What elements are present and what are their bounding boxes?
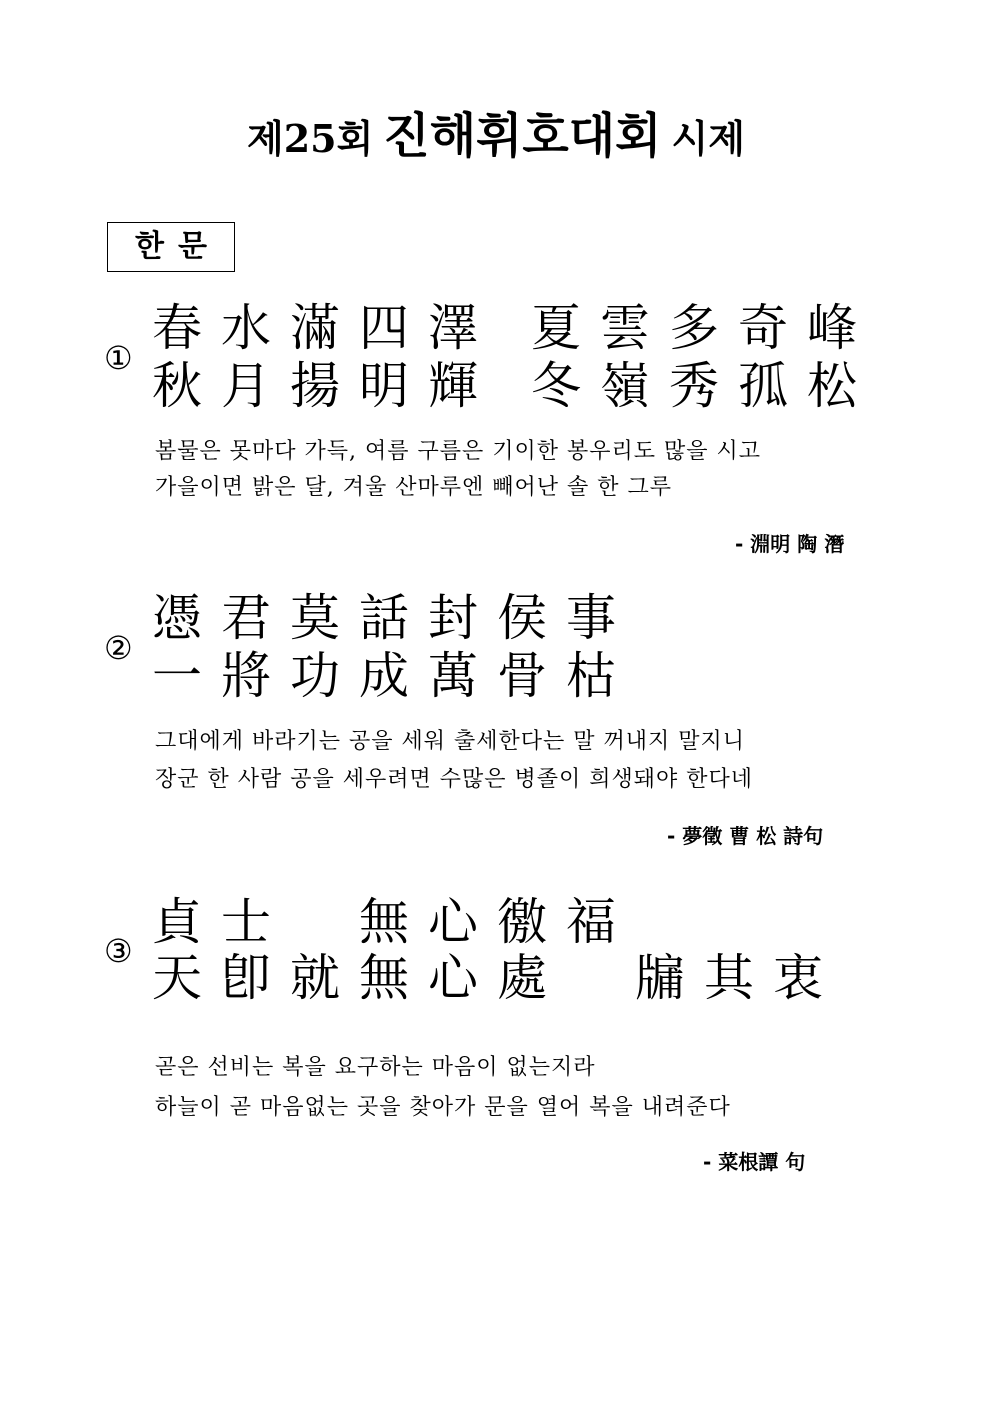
hanja-line-2 xyxy=(152,948,842,1008)
hanja-line-2 xyxy=(152,646,635,706)
translation-line-2: 가을이면 밝은 달, 겨울 산마루엔 빼어난 솔 한 그루 xyxy=(155,475,672,500)
hanja-char: 萬 xyxy=(428,647,478,705)
hanja-char: 輝 xyxy=(428,357,478,415)
poem-number: ① xyxy=(104,339,133,377)
poem-source: - 淵明 陶 潛 xyxy=(735,532,845,556)
hanja-char: 其 xyxy=(704,949,754,1007)
hanja-char: 將 xyxy=(221,647,271,705)
hanja-char: 徼 xyxy=(497,893,547,951)
hanja-line-2 xyxy=(152,356,876,416)
hanja-char: 奇 xyxy=(738,299,788,357)
hanja-char: 夏 xyxy=(531,299,581,357)
hanja-char: 憑 xyxy=(152,589,202,647)
translation-line-1: 곧은 선비는 복을 요구하는 마음이 없는지라 xyxy=(155,1055,596,1080)
hanja-char: 就 xyxy=(290,949,340,1007)
hanja-char: 月 xyxy=(221,357,271,415)
hanja-char: 事 xyxy=(566,589,616,647)
translation-line-2: 장군 한 사람 공을 세우려면 수많은 병졸이 희생돼야 한다네 xyxy=(155,767,753,792)
hanja-char: 澤 xyxy=(428,299,478,357)
hanja-char: 貞 xyxy=(152,893,202,951)
hanja-char: 嶺 xyxy=(600,357,650,415)
hanja-char: 峰 xyxy=(807,299,857,357)
hanja-char: 心 xyxy=(428,893,478,951)
translation-line-1: 봄물은 못마다 가득, 여름 구름은 기이한 봉우리도 많을 시고 xyxy=(155,439,761,464)
hanja-line-1 xyxy=(152,588,635,648)
hanja-char: 福 xyxy=(566,893,616,951)
hanja-char: 滿 xyxy=(290,299,340,357)
title-suffix: 시제 xyxy=(671,117,745,161)
hanja-char: 秋 xyxy=(152,357,202,415)
hanja-gap xyxy=(497,298,531,358)
hanja-char: 四 xyxy=(359,299,409,357)
hanja-char: 孤 xyxy=(738,357,788,415)
hanja-char: 牖 xyxy=(635,949,685,1007)
hanja-char: 心 xyxy=(428,949,478,1007)
poem-number: ② xyxy=(104,629,133,667)
hanja-gap xyxy=(566,948,635,1008)
hanja-line-1 xyxy=(152,298,876,358)
hanja-char: 成 xyxy=(359,647,409,705)
hanja-gap xyxy=(290,892,359,952)
page-title xyxy=(0,108,992,164)
hanja-gap xyxy=(497,356,531,416)
hanja-line-1 xyxy=(152,892,635,952)
translation-line-2: 하늘이 곧 마음없는 곳을 찾아가 문을 열어 복을 내려준다 xyxy=(155,1095,731,1120)
hanja-char: 雲 xyxy=(600,299,650,357)
hanja-char: 封 xyxy=(428,589,478,647)
hanja-char: 天 xyxy=(152,949,202,1007)
hanja-char: 明 xyxy=(359,357,409,415)
hanja-char: 士 xyxy=(221,893,271,951)
hanja-char: 枯 xyxy=(566,647,616,705)
title-prefix: 제25회 xyxy=(247,116,374,161)
hanja-char: 多 xyxy=(669,299,719,357)
hanja-char: 卽 xyxy=(221,949,271,1007)
section-label-box: 한문 xyxy=(107,222,235,272)
hanja-char: 一 xyxy=(152,647,202,705)
hanja-char: 水 xyxy=(221,299,271,357)
hanja-char: 無 xyxy=(359,893,409,951)
hanja-char: 春 xyxy=(152,299,202,357)
hanja-char: 秀 xyxy=(669,357,719,415)
hanja-char: 松 xyxy=(807,357,857,415)
poem-source: - 菜根譚 句 xyxy=(703,1150,806,1174)
hanja-char: 揚 xyxy=(290,357,340,415)
hanja-char: 冬 xyxy=(531,357,581,415)
hanja-char: 侯 xyxy=(497,589,547,647)
hanja-char: 君 xyxy=(221,589,271,647)
translation-line-1: 그대에게 바라기는 공을 세워 출세한다는 말 꺼내지 말지니 xyxy=(155,729,746,754)
hanja-char: 處 xyxy=(497,949,547,1007)
hanja-char: 骨 xyxy=(497,647,547,705)
hanja-char: 莫 xyxy=(290,589,340,647)
hanja-char: 無 xyxy=(359,949,409,1007)
title-main: 진해휘호대회 xyxy=(383,108,662,164)
hanja-char: 功 xyxy=(290,647,340,705)
poem-source: - 夢徵 曹 松 詩句 xyxy=(667,824,824,848)
poem-number: ③ xyxy=(104,932,133,970)
hanja-char: 衷 xyxy=(773,949,823,1007)
hanja-char: 話 xyxy=(359,589,409,647)
